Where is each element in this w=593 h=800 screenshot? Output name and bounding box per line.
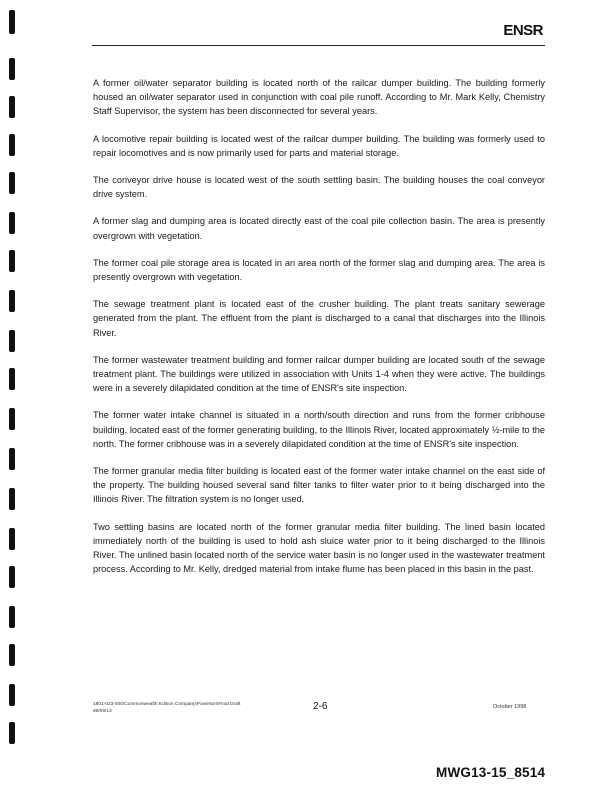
punch-hole xyxy=(9,606,15,628)
footer-path-line: 1801-023-000\Commonwealth Edison Company\Powerton\Final Draft xyxy=(93,702,241,707)
page-number: 2-6 xyxy=(313,701,328,712)
paragraph: The conveyor drive house is located west of the south settling basin. The building houses the coal conveyor drive system. xyxy=(93,175,545,200)
punch-hole xyxy=(9,10,15,34)
header-rule xyxy=(92,45,545,46)
punch-hole xyxy=(9,134,15,156)
body-text xyxy=(93,76,545,589)
paragraph: A former slag and dumping area is located directly east of the coal pile collection basin. The area is presently overgrown with vegetation. xyxy=(93,216,545,241)
punch-hole xyxy=(9,684,15,706)
document-id: MWG13-15_8514 xyxy=(436,765,546,780)
punch-hole xyxy=(9,528,15,550)
punch-hole xyxy=(9,290,15,312)
paragraph: A former oil/water separator building is located north of the railcar dumper building. The building formerly housed an oil/water separator used in conjunction with coal pile runoff. According to Mr. Mark Kelly, Chemistry Staff Supervisor, the system has been disconnected for several years. xyxy=(93,78,545,117)
punch-hole xyxy=(9,566,15,588)
paragraph: Two settling basins are located north of the former granular media filter building. The lined basin located immediately north of the building is used to hold ash sluice water prior to it being discharged to the Illinois River. The unlined basin located north of the service water basin is no longer used in the wastewater treatment process. According to Mr. Kelly, dredged material from intake flume has been placed in this basin in the past. xyxy=(93,521,545,575)
footer-file-path xyxy=(93,701,240,715)
punch-hole xyxy=(9,96,15,118)
punch-hole xyxy=(9,722,15,744)
footer-path-line: 98/09/13 xyxy=(93,709,112,714)
paragraph: The sewage treatment plant is located east of the crusher building. The plant treats sanitary sewerage generated from the plant. The effluent from the plant is discharged to a canal that discharges into the Illinois River. xyxy=(93,299,545,338)
punch-hole xyxy=(9,448,15,470)
company-logo: ENSR xyxy=(503,22,543,39)
punch-hole xyxy=(9,172,15,194)
paragraph: The former coal pile storage area is located in an area north of the former slag and dumping area. The area is presently overgrown with vegetation. xyxy=(93,257,545,283)
punch-hole xyxy=(9,644,15,666)
paragraph: The former water intake channel is situated in a north/south direction and runs from the former cribhouse building, located east of the former generating building, to the Illinois River, located approximately ½-mile to the north. The former cribhouse was in a severely dilapidated condition at the time of ENSR's site inspection. xyxy=(93,410,545,449)
punch-hole xyxy=(9,488,15,510)
paragraph: The former wastewater treatment building and former railcar dumper building are located south of the sewage treatment plant. The buildings were utilized in association with Units 1-4 when they were active. The buildings were in a severely dilapidated condition at the time of ENSR's site inspection. xyxy=(93,354,545,394)
paragraph: The former granular media filter building is located east of the former water intake channel on the east side of the property. The building housed several sand filter tanks to filter water prior to it being discharged into the Illinois River. The filtration system is no longer used. xyxy=(93,466,545,505)
punch-hole xyxy=(9,212,15,234)
punch-hole xyxy=(9,330,15,352)
footer-date: October 1998 xyxy=(493,704,527,710)
punch-hole xyxy=(9,408,15,430)
punch-hole xyxy=(9,58,15,80)
punch-hole xyxy=(9,250,15,272)
paragraph: A locomotive repair building is located west of the railcar dumper building. The building was formerly used to repair locomotives and is now primarily used for parts and material storage. xyxy=(93,133,545,158)
punch-hole xyxy=(9,368,15,390)
